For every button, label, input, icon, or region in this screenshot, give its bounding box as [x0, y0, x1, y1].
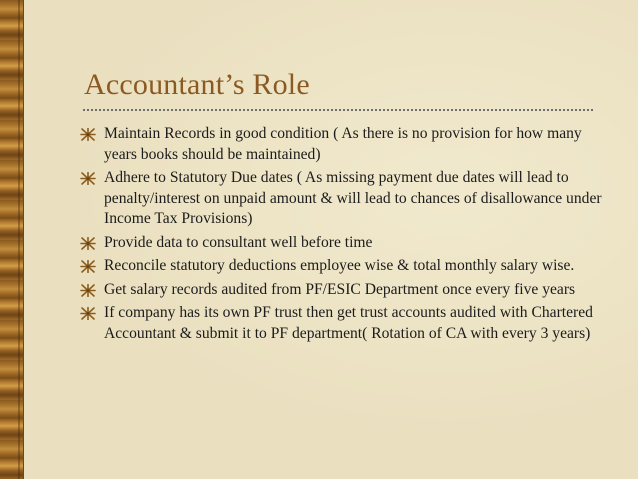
- bullet-item: [80, 168, 610, 230]
- bullet-item: [80, 256, 610, 277]
- wheat-sheaf-icon: [80, 128, 96, 141]
- wheat-sheaf-icon: [80, 260, 96, 273]
- bullet-item: [80, 280, 610, 301]
- bullet-item: [80, 124, 610, 165]
- wheat-sheaf-icon: [80, 172, 96, 185]
- wheat-sheaf-icon: [80, 237, 96, 250]
- bullet-text: If company has its own PF trust then get trust accounts audited with Chartered Accountant & submit it to PF department( Rotation of CA with every 3 years): [104, 304, 593, 342]
- bullet-text: Reconcile statutory deductions employee wise & total monthly salary wise.: [104, 257, 575, 274]
- wheat-sheaf-icon: [80, 284, 96, 297]
- title-divider: [83, 109, 593, 111]
- bullet-item: [80, 303, 610, 344]
- bullet-list: [80, 124, 610, 347]
- slide-title: Accountant’s Role: [84, 68, 310, 101]
- wheat-sheaf-icon: [80, 307, 96, 320]
- bullet-item: [80, 233, 610, 254]
- bullet-text: Provide data to consultant well before time: [104, 233, 373, 251]
- bullet-text: Maintain Records in good condition ( As there is no provision for how many years books should be maintained): [104, 125, 582, 163]
- decorative-border-strip: [0, 0, 24, 479]
- bullet-text: Get salary records audited from PF/ESIC Department once every five years: [104, 280, 576, 298]
- bullet-text: Adhere to Statutory Due dates ( As missing payment due dates will lead to penalty/interest on unpaid amount & will lead to chances of disallowance under Income Tax Provisions): [104, 169, 602, 227]
